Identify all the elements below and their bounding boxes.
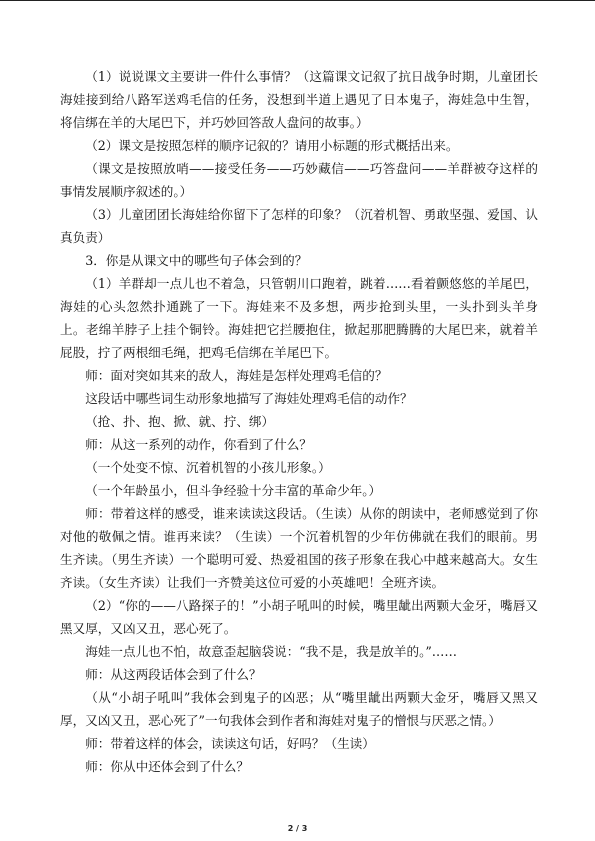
- paragraph: 海娃一点儿也不怕，故意歪起脑袋说：“我不是，我是放羊的。”……: [85, 644, 457, 659]
- paragraph: 师：带着这样的体会，读读这句话，好吗？（生读）: [85, 736, 375, 751]
- paragraph: （抢、扑、抱、掀、就、拧、绑）: [85, 414, 275, 429]
- paragraph: （2）课文是按照怎样的顺序记叙的？请用小标题的形式概括出来。: [85, 138, 459, 153]
- paragraph: （一个年龄虽小，但斗争经验十分丰富的革命少年。）: [85, 483, 382, 498]
- document-body: [60, 65, 538, 778]
- paragraph: 师：带着这样的感受，谁来读读这段话。（生读）从你的朗读中，老师感觉到了你对他的敬佩之情。谁再来读？（生读）一个沉着机智的少年仿佛就在我们的眼前。男生齐读。（男生齐读）一个聪明可爱、热爱祖国的孩子形象在我心中越来越高大。女生齐读。（女生齐读）让我们一齐赞美这位可爱的小英雄吧！全班齐读。: [60, 506, 538, 590]
- paragraph: （一个处变不惊、沉着机智的小孩儿形象。）: [85, 460, 331, 475]
- header-rule: [0, 0, 595, 1]
- paragraph: （1）说说课文主要讲一件什么事情？（这篇课文记叙了抗日战争时期，儿童团长海娃接到给八路军送鸡毛信的任务，没想到半道上遇见了日本鬼子，海娃急中生智，将信绑在羊的大尾巴下，并巧妙回答敌人盘问的故事。）: [60, 69, 538, 130]
- paragraph: （从“小胡子吼叫”我体会到鬼子的凶恶；从“嘴里龇出两颗大金牙，嘴唇又黑又厚，又凶又丑，恶心死了”一句我体会到作者和海娃对鬼子的憎恨与厌恶之情。）: [60, 690, 538, 728]
- paragraph: （课文是按照放哨——接受任务——巧妙藏信——巧答盘问——羊群被夺这样的事情发展顺序叙述的。）: [60, 161, 538, 199]
- paragraph: 师：从这一系列的动作，你看到了什么？: [85, 437, 312, 452]
- paragraph: （1）羊群却一点儿也不着急，只管朝川口跑着，跳着……看着颤悠悠的羊尾巴，海娃的心头忽然扑通跳了一下。海娃来不及多想，两步抢到头里，一头扑到头羊身上。老绵羊脖子上挂个铜铃。海娃把它拦腰抱住，掀起那肥腾腾的大尾巴来，就着羊屁股，拧了两根细毛绳，把鸡毛信绑在羊尾巴下。: [60, 276, 538, 360]
- section-heading: 3．你是从课文中的哪些句子体会到的？: [85, 253, 308, 268]
- paragraph: 师：从这两段话体会到了什么？: [85, 667, 262, 682]
- paragraph: 这段话中哪些词生动形象地描写了海娃处理鸡毛信的动作？: [85, 391, 413, 406]
- paragraph: （3）儿童团团长海娃给你留下了怎样的印象？（沉着机智、勇敢坚强、爱国、认真负责）: [60, 207, 538, 245]
- paragraph: 师：面对突如其来的敌人，海娃是怎样处理鸡毛信的？: [85, 368, 388, 383]
- page-number: 2 / 3: [287, 824, 308, 833]
- paragraph: 师：你从中还体会到了什么？: [85, 759, 249, 774]
- paragraph: （2）“你的——八路探子的！”小胡子吼叫的时候，嘴里龇出两颗大金牙，嘴唇又黑又厚，又凶又丑，恶心死了。: [60, 598, 538, 636]
